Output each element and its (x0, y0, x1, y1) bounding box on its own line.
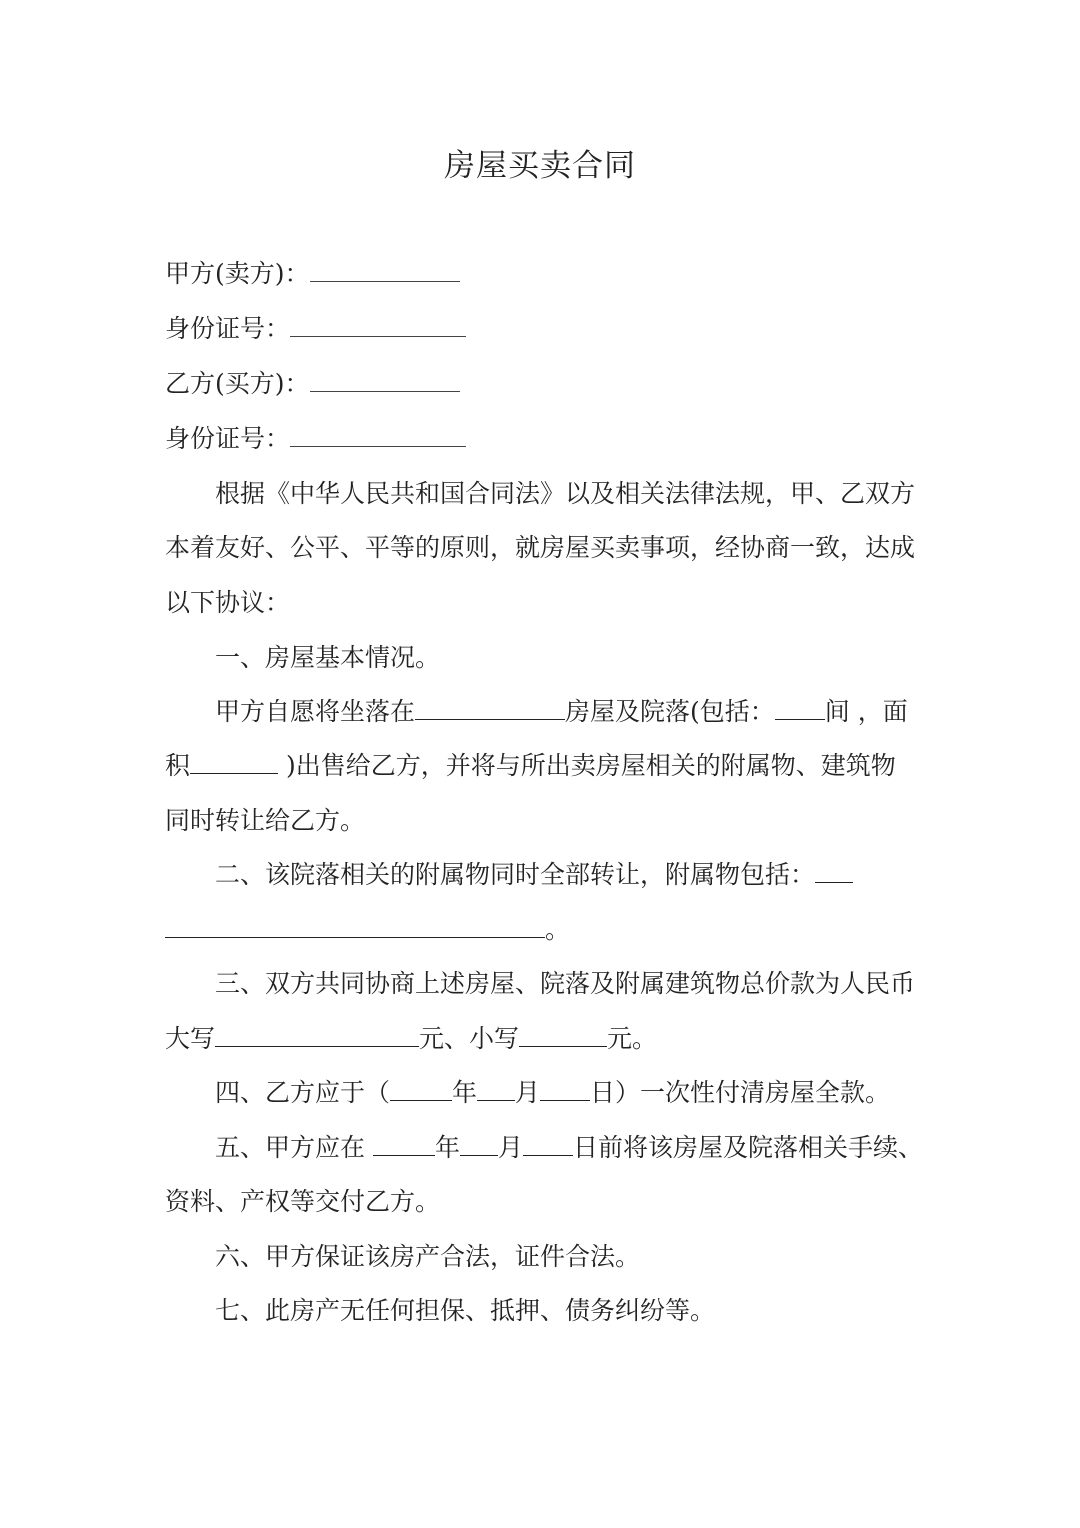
intro-line-3: 以下协议： (165, 588, 291, 617)
section-2-line-2 (165, 912, 925, 948)
handover-year-blank[interactable] (373, 1131, 435, 1156)
section-1-line-2 (165, 748, 925, 784)
section-2-line-1 (215, 857, 975, 893)
section-1-text-d: 积 (165, 751, 191, 780)
party-a-blank[interactable] (310, 257, 460, 282)
section-2-text: 二、该院落相关的附属物同时全部转让，附属物包括： (215, 860, 816, 889)
party-b-label: 乙方(买方)： (165, 369, 310, 398)
section-5-line-2: 资料、产权等交付乙方。 (165, 1187, 441, 1216)
section-3-line-1: 三、双方共同协商上述房屋、院落及附属建筑物总价款为人民币 (215, 969, 916, 998)
section-5-text-b: 日前将该房屋及院落相关手续、 (572, 1133, 923, 1162)
section-1-text-c: 间 ，面 (824, 697, 908, 726)
section-3-text-b: 大写 (165, 1024, 216, 1053)
handover-month-blank[interactable] (460, 1131, 498, 1156)
area-blank[interactable] (190, 749, 278, 774)
section-1-line-1 (215, 694, 975, 730)
intro-line-1: 根据《中华人民共和国合同法》以及相关法律法规，甲、乙双方 (215, 479, 916, 508)
section-7-line: 七、此房产无任何担保、抵押、债务纠纷等。 (215, 1296, 716, 1325)
page-title: 房屋买卖合同 (444, 148, 636, 184)
section-5-text-a: 五、甲方应在 (215, 1133, 373, 1162)
section-1-line-3: 同时转让给乙方。 (165, 806, 366, 835)
section-1-heading: 一、房屋基本情况。 (215, 643, 441, 672)
section-2-end: 。 (545, 915, 571, 944)
section-5-line-1 (215, 1130, 975, 1166)
section-1-text-e: )出售给乙方，并将与所出卖房屋相关的附属物、建筑物 (278, 751, 896, 780)
party-b-id-label: 身份证号： (165, 424, 291, 453)
section-4-year: 年 (452, 1078, 478, 1107)
party-a-id-blank[interactable] (290, 312, 466, 337)
price-words-blank[interactable] (215, 1022, 419, 1047)
section-1-text-a: 甲方自愿将坐落在 (215, 697, 416, 726)
party-a-row (165, 256, 925, 292)
party-a-id-row (165, 311, 925, 347)
payment-month-blank[interactable] (477, 1076, 515, 1101)
party-b-id-blank[interactable] (290, 422, 466, 447)
rooms-blank[interactable] (775, 695, 825, 720)
location-blank[interactable] (415, 695, 565, 720)
party-b-id-row (165, 421, 925, 457)
section-6-line: 六、甲方保证该房产合法，证件合法。 (215, 1242, 641, 1271)
party-a-label: 甲方(卖方)： (165, 259, 310, 288)
section-4-day: 日）一次性付清房屋全款。 (590, 1078, 891, 1107)
section-1-text-b: 房屋及院落(包括： (565, 697, 775, 726)
section-3-line-2 (165, 1021, 925, 1057)
party-b-row (165, 366, 925, 402)
section-4-month: 月 (515, 1078, 541, 1107)
section-3-text-d: 元。 (607, 1024, 658, 1053)
section-5-month: 月 (497, 1133, 523, 1162)
handover-day-blank[interactable] (523, 1131, 573, 1156)
section-5-year: 年 (434, 1133, 460, 1162)
section-4-line (215, 1075, 975, 1111)
intro-line-2: 本着友好、公平、平等的原则，就房屋买卖事项，经协商一致，达成 (165, 533, 916, 562)
party-a-id-label: 身份证号： (165, 314, 291, 343)
payment-year-blank[interactable] (390, 1076, 452, 1101)
price-figures-blank[interactable] (519, 1022, 607, 1047)
party-b-blank[interactable] (310, 367, 460, 392)
section-3-text-c: 元、小写 (419, 1024, 520, 1053)
section-4-text-a: 四、乙方应于（ (215, 1078, 391, 1107)
payment-day-blank[interactable] (540, 1076, 590, 1101)
attachments-blank[interactable] (165, 913, 545, 938)
attachments-blank-start[interactable] (815, 858, 853, 883)
